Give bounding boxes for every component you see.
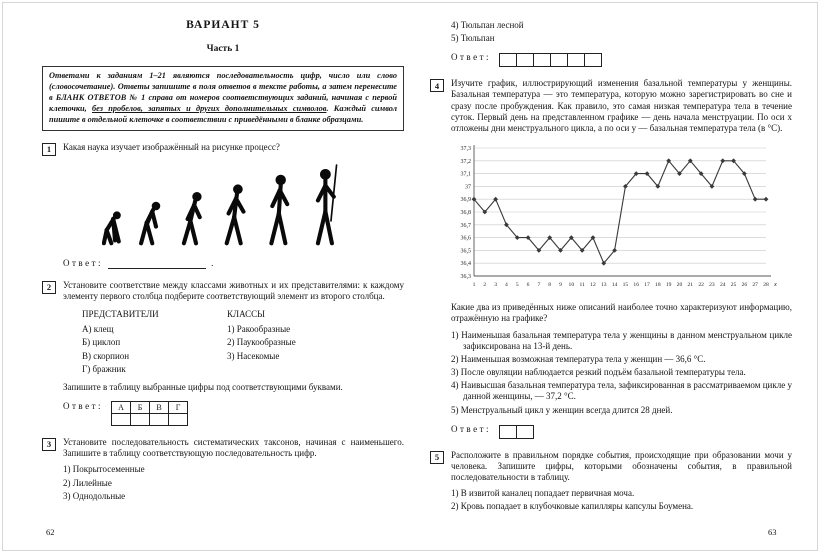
svg-text:20: 20 <box>676 282 683 289</box>
question-5-text: Расположите в правильном порядке события, происходящие при образовании мочи у человека. Запишите цифры, которыми обозначены события, в правильной последовательности в таблицу. <box>451 449 792 482</box>
svg-text:36,9: 36,9 <box>460 197 471 204</box>
table-empty-cell <box>112 414 131 426</box>
svg-text:37,2: 37,2 <box>460 158 471 165</box>
question-3-text: Установите последовательность систематических таксонов, начиная с наименьшего. Запишите в таблицу соответствующую последовательность цифр. <box>63 437 404 459</box>
question-4-text: Изучите график, иллюстрирующий изменения базальной температуры у женщины. Базальная температура — это температура, которую можно зарегистрировать во сне и сразу после пробуждения. Как правило, это самая низкая температура тела в течение суток. Первый день на представленном графике — день начала менструации. По оси x отложены дни менструального цикла, а по оси y — базальная температура тела (в °C). <box>451 78 792 133</box>
representatives-header: ПРЕДСТАВИТЕЛИ <box>82 309 159 320</box>
svg-text:18: 18 <box>655 282 661 289</box>
list-item: В) скорпион <box>82 350 130 361</box>
table-header-cell: Б <box>131 402 150 414</box>
answer-label: Ответ: <box>451 423 492 434</box>
svg-text:26: 26 <box>741 282 748 289</box>
svg-text:11: 11 <box>579 282 585 289</box>
svg-text:9: 9 <box>559 282 562 289</box>
question-1-number: 1 <box>42 143 56 156</box>
answer-cell <box>499 53 517 67</box>
chart-canvas <box>446 140 778 292</box>
answer-suffix: . <box>211 257 214 268</box>
answer-cell <box>533 53 551 67</box>
svg-text:37: 37 <box>465 184 471 191</box>
question-4-answer <box>451 424 792 439</box>
evolution-figure-3 <box>184 192 202 243</box>
page-number-left: 62 <box>46 527 55 537</box>
svg-text:22: 22 <box>698 282 704 289</box>
variant-title: ВАРИАНТ 5 <box>186 19 260 31</box>
svg-text:x: x <box>774 281 777 289</box>
question-3-number: 3 <box>42 438 56 451</box>
svg-text:5: 5 <box>515 282 519 289</box>
svg-text:25: 25 <box>730 282 737 289</box>
question-4-options <box>451 330 792 416</box>
question-2-number: 2 <box>42 281 56 294</box>
list-item: 2) Лилейные <box>63 477 112 488</box>
option-item: 5) Менструальный цикл у женщин всегда длится 28 дней. <box>451 404 673 415</box>
instructions-box <box>42 66 404 131</box>
question-4-prompt: Какие два из приведённых ниже описаний наиболее точно характеризуют информацию, отражённую на графике? <box>451 302 792 324</box>
page-left <box>42 18 404 502</box>
table-empty-cell <box>131 414 150 426</box>
svg-text:4: 4 <box>505 282 508 289</box>
list-item: 3) Однодольные <box>63 490 126 501</box>
classes-header: КЛАССЫ <box>227 309 266 320</box>
q2-answer-table <box>111 401 188 426</box>
question-2-text: Установите соответствие между классами животных и их представителями: к каждому элементу первого столбца подберите соответствующий элемент из второго столбца. <box>63 279 404 302</box>
table-header-cell: Г <box>169 402 188 414</box>
list-item: 5) Тюльпан <box>451 33 495 44</box>
svg-text:36,7: 36,7 <box>460 222 471 229</box>
svg-text:10: 10 <box>568 282 575 289</box>
svg-text:17: 17 <box>644 282 650 289</box>
list-item: А) клещ <box>82 324 114 335</box>
page-number-right: 63 <box>768 527 777 537</box>
svg-text:8: 8 <box>548 282 552 289</box>
svg-text:3: 3 <box>494 282 498 289</box>
question-1-text: Какая наука изучает изображённый на рисунке процесс? <box>63 141 280 152</box>
answer-label: Ответ: <box>63 401 104 412</box>
question-3-items <box>63 464 404 501</box>
question-1-answer <box>63 258 404 269</box>
svg-text:14: 14 <box>611 282 618 289</box>
table-empty-cell <box>150 414 169 426</box>
list-item: 1) В извитой каналец попадает первичная моча. <box>451 488 635 499</box>
svg-text:27: 27 <box>752 282 758 289</box>
svg-text:36,8: 36,8 <box>460 210 471 217</box>
svg-text:15: 15 <box>622 282 629 289</box>
matching-columns <box>82 309 404 375</box>
option-item: 3) После овуляции наблюдается резкий подъём базальной температуры тела. <box>451 367 746 378</box>
svg-text:12: 12 <box>590 282 596 289</box>
question-5 <box>430 450 792 483</box>
svg-text:7: 7 <box>537 282 541 289</box>
svg-text:24: 24 <box>719 282 726 289</box>
list-item: Б) циклоп <box>82 337 121 348</box>
evolution-figure-5 <box>271 174 287 243</box>
question-2-note: Запишите в таблицу выбранные цифры под соответствующими буквами. <box>63 381 343 392</box>
list-item: 2) Паукообразные <box>227 337 296 348</box>
svg-text:36,6: 36,6 <box>460 235 471 242</box>
list-item: 1) Покрытосеменные <box>63 464 145 475</box>
option-item: 1) Наименьшая базальная температура тела у женщины в данном менструальном цикле зафиксирована на 13-й день. <box>451 329 792 351</box>
svg-text:19: 19 <box>665 282 672 289</box>
svg-text:36,5: 36,5 <box>460 248 471 255</box>
answer-cell <box>567 53 585 67</box>
evolution-figure-ape <box>104 211 121 243</box>
option-item: 4) Наивысшая базальная температура тела, зафиксированная в рассматриваемом цикле у данной женщины, — 37,2 °C. <box>451 380 792 402</box>
svg-text:37,1: 37,1 <box>460 171 471 178</box>
question-5-number: 5 <box>430 451 444 464</box>
table-empty-cell <box>169 414 188 426</box>
svg-text:23: 23 <box>709 282 715 289</box>
list-item: 3) Насекомые <box>227 350 280 361</box>
svg-text:36,4: 36,4 <box>460 261 471 268</box>
evolution-figure-human-with-spear <box>318 165 337 243</box>
representatives-column <box>82 309 227 375</box>
question-4-number: 4 <box>430 79 444 92</box>
question-1 <box>42 142 404 156</box>
list-item: 1) Ракообразные <box>227 324 291 335</box>
answer-cell <box>550 53 568 67</box>
question-5-items <box>451 488 792 512</box>
table-header-cell: В <box>150 402 169 414</box>
basal-temperature-chart <box>446 140 792 295</box>
list-item: Г) бражник <box>82 363 126 374</box>
part-title: Часть 1 <box>206 44 240 55</box>
question-3-items-continued <box>451 20 792 44</box>
answer-cells <box>499 53 602 67</box>
svg-text:13: 13 <box>600 282 607 289</box>
svg-text:2: 2 <box>483 282 487 289</box>
list-item: 4) Тюльпан лесной <box>451 20 524 30</box>
answer-cell <box>584 53 602 67</box>
answer-cell <box>516 53 534 67</box>
instructions-text: Ответами к заданиям 1–21 являются последовательность цифр, число или слово (словосочетание). Ответы запишите в поля ответов в тексте работы, а затем перенесите в БЛАНК ОТВЕТОВ № 1 справа от номеров соответствующих заданий, начиная с первой клеточки, без пробелов, запятых и других дополнительных символов. Каждый символ пишите в отдельной клеточке в соответствии с приведёнными в бланке образцами. <box>49 71 397 124</box>
option-item: 2) Наименьшая возможная температура тела у женщин — 36,6 °C. <box>451 353 706 364</box>
evolution-figure-2 <box>141 201 160 243</box>
question-3-answer <box>451 52 792 67</box>
classes-column <box>227 309 387 375</box>
answer-cells <box>499 425 534 439</box>
svg-text:37,3: 37,3 <box>460 146 471 153</box>
answer-label: Ответ: <box>63 257 104 268</box>
page-right <box>430 18 792 512</box>
svg-text:16: 16 <box>633 282 640 289</box>
human-evolution-image <box>102 163 344 249</box>
question-3 <box>42 437 404 459</box>
svg-text:6: 6 <box>526 282 530 289</box>
list-item: 2) Кровь попадает в клубочковые капилляры капсулы Боумена. <box>451 501 694 512</box>
answer-blank <box>108 260 206 269</box>
table-header-cell: А <box>112 402 131 414</box>
question-2-answer <box>63 401 404 426</box>
answer-cell <box>516 425 534 439</box>
svg-text:21: 21 <box>687 282 694 289</box>
svg-text:1: 1 <box>472 282 476 289</box>
svg-text:28: 28 <box>763 282 769 289</box>
answer-cell <box>499 425 517 439</box>
evolution-figure-4 <box>227 184 244 243</box>
question-2 <box>42 280 404 302</box>
question-4 <box>430 78 792 134</box>
answer-label: Ответ: <box>451 52 492 63</box>
svg-text:36,3: 36,3 <box>460 274 471 281</box>
